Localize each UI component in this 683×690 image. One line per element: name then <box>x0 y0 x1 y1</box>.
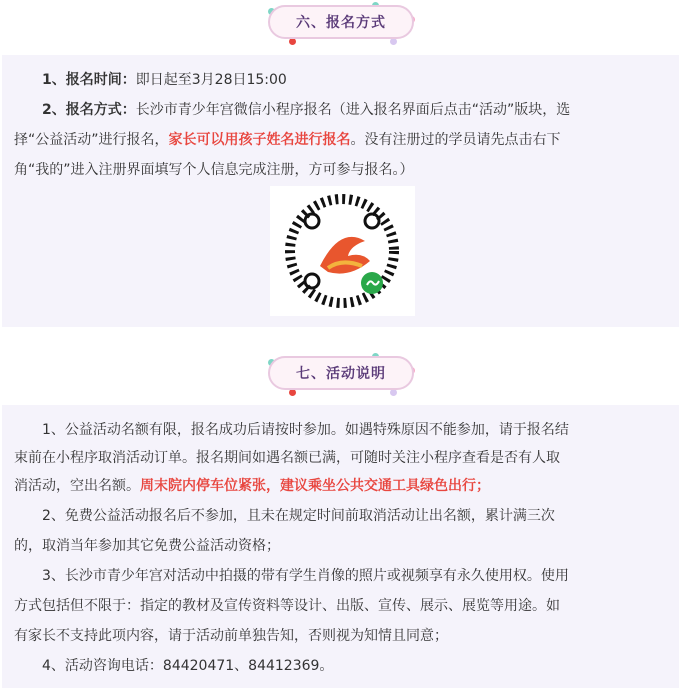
decor-dot <box>289 38 296 45</box>
registration-method-line3: 角“我的”进入注册界面填写个人信息完成注册，方可参与报名。） <box>14 162 414 178</box>
section7-title: 七、活动说明 <box>296 366 386 382</box>
decor-dot <box>390 38 397 45</box>
section7-title-pill <box>268 356 414 390</box>
note3-line3: 有家长不支持此项内容，请于活动前单独告知，否则视为知情且同意； <box>14 628 448 644</box>
section7-header <box>0 353 683 393</box>
registration-time: 1、报名时间：即日起至3月28日15:00 <box>42 72 287 88</box>
note3-line2: 方式包括但不限于：指定的教材及宣传资料等设计、出版、宣传、展示、展览等用途。如 <box>14 598 560 614</box>
decor-dot <box>289 389 296 396</box>
note1-line1: 1、公益活动名额有限，报名成功后请按时参加。如遇特殊原因不能参加，请于报名结 <box>42 422 569 438</box>
registration-method-line1: 2、报名方式：长沙市青少年宫微信小程序报名（进入报名界面后点击“活动”版块，选 <box>42 102 571 118</box>
registration-highlight: 家长可以用孩子姓名进行报名 <box>168 132 351 148</box>
note1-line3: 消活动，空出名额。周末院内停车位紧张，建议乘坐公共交通工具绿色出行； <box>14 478 490 494</box>
note2-line2: 的，取消当年参加其它免费公益活动资格； <box>14 538 280 554</box>
section6-title-pill <box>268 5 414 39</box>
section6-title: 六、报名方式 <box>296 15 386 31</box>
wechat-mini-program-qr-code-icon[interactable] <box>270 186 415 316</box>
registration-method-line2: 择“公益活动”进行报名，家长可以用孩子姓名进行报名。没有注册过的学员请先点击右下 <box>14 132 561 148</box>
parking-notice: 周末院内停车位紧张，建议乘坐公共交通工具绿色出行； <box>140 478 490 494</box>
note4-contact-phone: 4、活动咨询电话：84420471、84412369。 <box>42 658 334 674</box>
note3-line1: 3、长沙市青少年宫对活动中拍摄的带有学生肖像的照片或视频享有永久使用权。使用 <box>42 568 569 584</box>
section7-panel <box>2 405 679 688</box>
decor-dot <box>390 389 397 396</box>
note1-line2: 束前在小程序取消活动订单。报名期间如遇名额已满，可随时关注小程序查看是否有人取 <box>14 450 560 466</box>
section6-header <box>0 2 683 42</box>
note2-line1: 2、免费公益活动报名后不参加，且未在规定时间前取消活动让出名额，累计满三次 <box>42 508 555 524</box>
section6-panel <box>2 55 679 327</box>
